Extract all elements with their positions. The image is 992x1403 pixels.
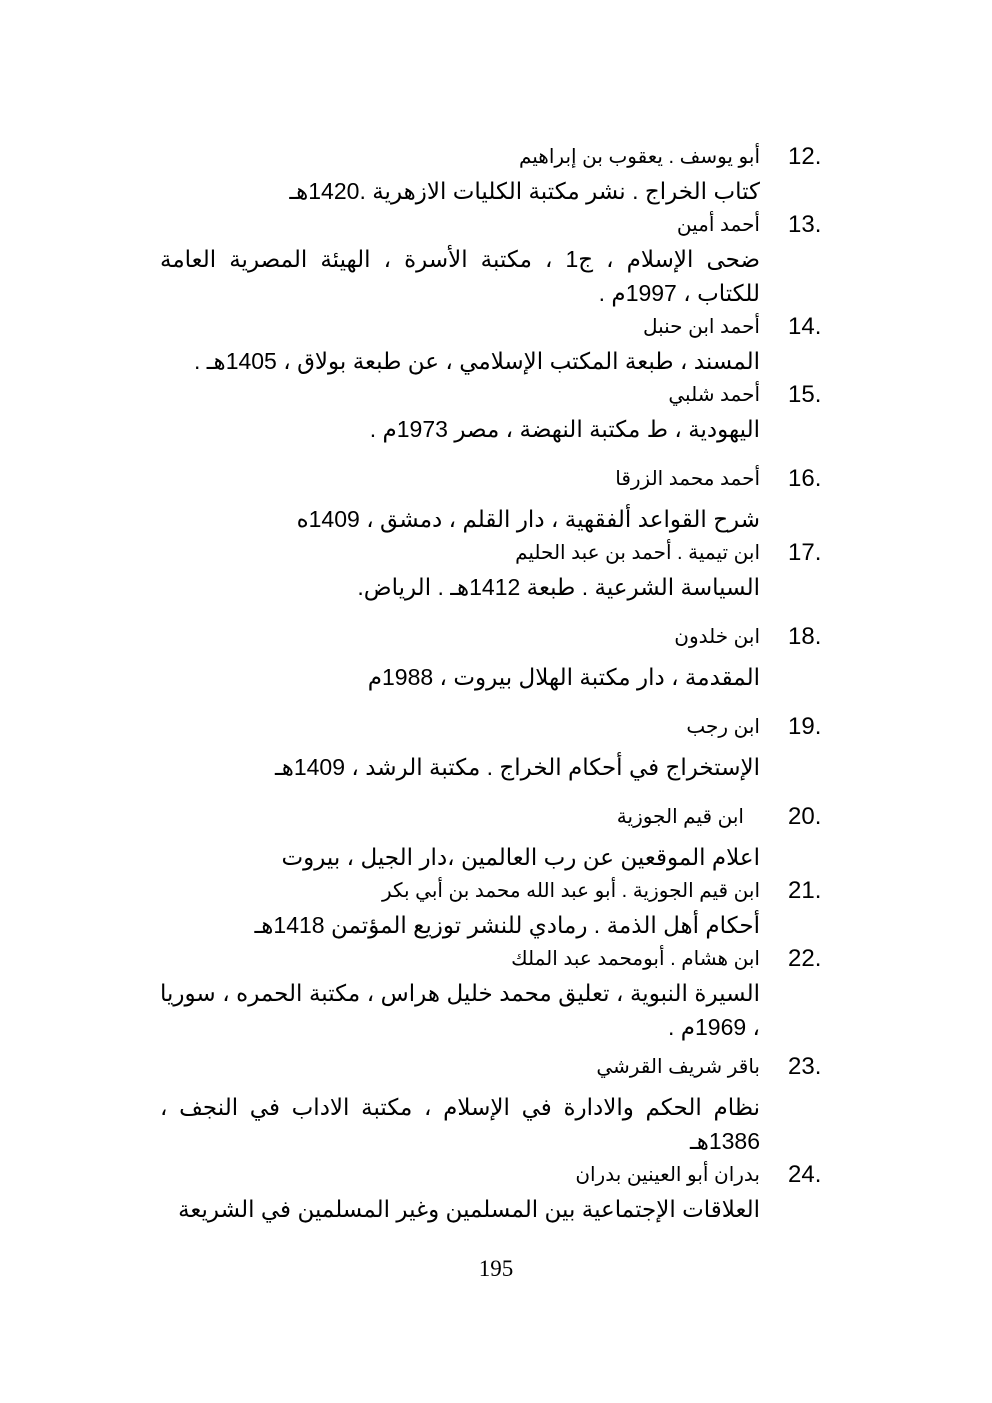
entry-number: 16. — [788, 465, 822, 492]
entry-number: 24. — [788, 1161, 822, 1188]
bibliography-entry — [0, 710, 992, 784]
entry-detail: ضحى الإسلام ، ج1 ، مكتبة الأسرة ، الهيئة المصرية العامة للكتاب ، 1997م . — [160, 246, 760, 306]
bibliography-entry — [0, 462, 992, 536]
entry-number: 18. — [788, 623, 822, 650]
entry-detail: السيرة النبوية ، تعليق محمد خليل هراس ، مكتبة الحمره ، سوريا ، 1969م . — [160, 980, 760, 1040]
entry-author: أبو يوسف . يعقوب بن إبراهيم — [518, 146, 760, 168]
entry-detail: السياسة الشرعية . طبعة 1412هـ . الرياض. — [357, 574, 760, 600]
entry-author: أحمد شلبي — [668, 384, 760, 406]
bibliography-entry — [0, 140, 992, 208]
bibliography-list — [0, 140, 992, 1226]
page-number: 195 — [478, 1256, 514, 1281]
entry-number: 14. — [788, 313, 822, 340]
entry-detail: العلاقات الإجتماعية بين المسلمين وغير المسلمين في الشريعة — [178, 1196, 760, 1222]
entry-detail: أحكام أهل الذمة . رمادي للنشر توزيع المؤتمن 1418هـ — [254, 912, 760, 938]
entry-number: 13. — [788, 211, 822, 238]
entry-number: 17. — [788, 539, 822, 566]
entry-detail: شرح القواعد ألفقهية ، دار القلم ، دمشق ، 1409ه — [296, 506, 760, 532]
entry-author: أحمد محمد الزرقا — [615, 468, 760, 490]
entry-number: 15. — [788, 381, 822, 408]
entry-author: بدران أبو العينين بدران — [575, 1164, 760, 1186]
entry-author: ابن خلدون — [674, 626, 760, 648]
entry-number: 21. — [788, 877, 822, 904]
bibliography-entry — [0, 1050, 992, 1158]
entry-number: 23. — [788, 1053, 822, 1080]
entry-author: ابن هشام . أبومحمد عبد الملك — [511, 948, 760, 970]
bibliography-entry — [0, 378, 992, 446]
entry-detail: المقدمة ، دار مكتبة الهلال بيروت ، 1988م — [367, 664, 760, 690]
entry-number: 19. — [788, 713, 822, 740]
entry-detail: كتاب الخراج . نشر مكتبة الكليات الازهرية .1420هـ — [289, 178, 760, 204]
bibliography-entry — [0, 942, 992, 1044]
entry-detail: اليهودية ، ط مكتبة النهضة ، مصر 1973م . — [369, 416, 760, 442]
bibliography-entry — [0, 1158, 992, 1226]
entry-author: ابن رجب — [686, 716, 760, 738]
entry-author: أحمد ابن حنبل — [642, 316, 760, 338]
bibliography-entry — [0, 310, 992, 378]
entry-detail: الإستخراج في أحكام الخراج . مكتبة الرشد ، 1409هـ — [274, 754, 760, 780]
entry-author: ابن قيم الجوزية . أبو عبد الله محمد بن أبي بكر — [381, 880, 760, 902]
bibliography-entry — [0, 208, 992, 310]
entry-detail: المسند ، طبعة المكتب الإسلامي ، عن طبعة بولاق ، 1405هـ . — [194, 348, 760, 374]
entry-author: ابن تيمية . أحمد بن عبد الحليم — [515, 542, 760, 564]
bibliography-entry — [0, 800, 992, 874]
entry-number: 22. — [788, 945, 822, 972]
entry-author: ابن قيم الجوزية — [616, 806, 744, 828]
bibliography-entry — [0, 536, 992, 604]
entry-detail: نظام الحكم والادارة في الإسلام ، مكتبة الاداب في النجف ، 1386هـ — [160, 1094, 760, 1154]
entry-author: باقر شريف القرشي — [596, 1056, 760, 1078]
entry-author: أحمد أمين — [676, 214, 760, 236]
entry-number: 12. — [788, 143, 822, 170]
entry-number: 20. — [788, 803, 822, 830]
entry-detail: اعلام الموقعين عن رب العالمين ،دار الجيل ، بيروت — [281, 844, 760, 870]
bibliography-entry — [0, 874, 992, 942]
bibliography-entry — [0, 620, 992, 694]
